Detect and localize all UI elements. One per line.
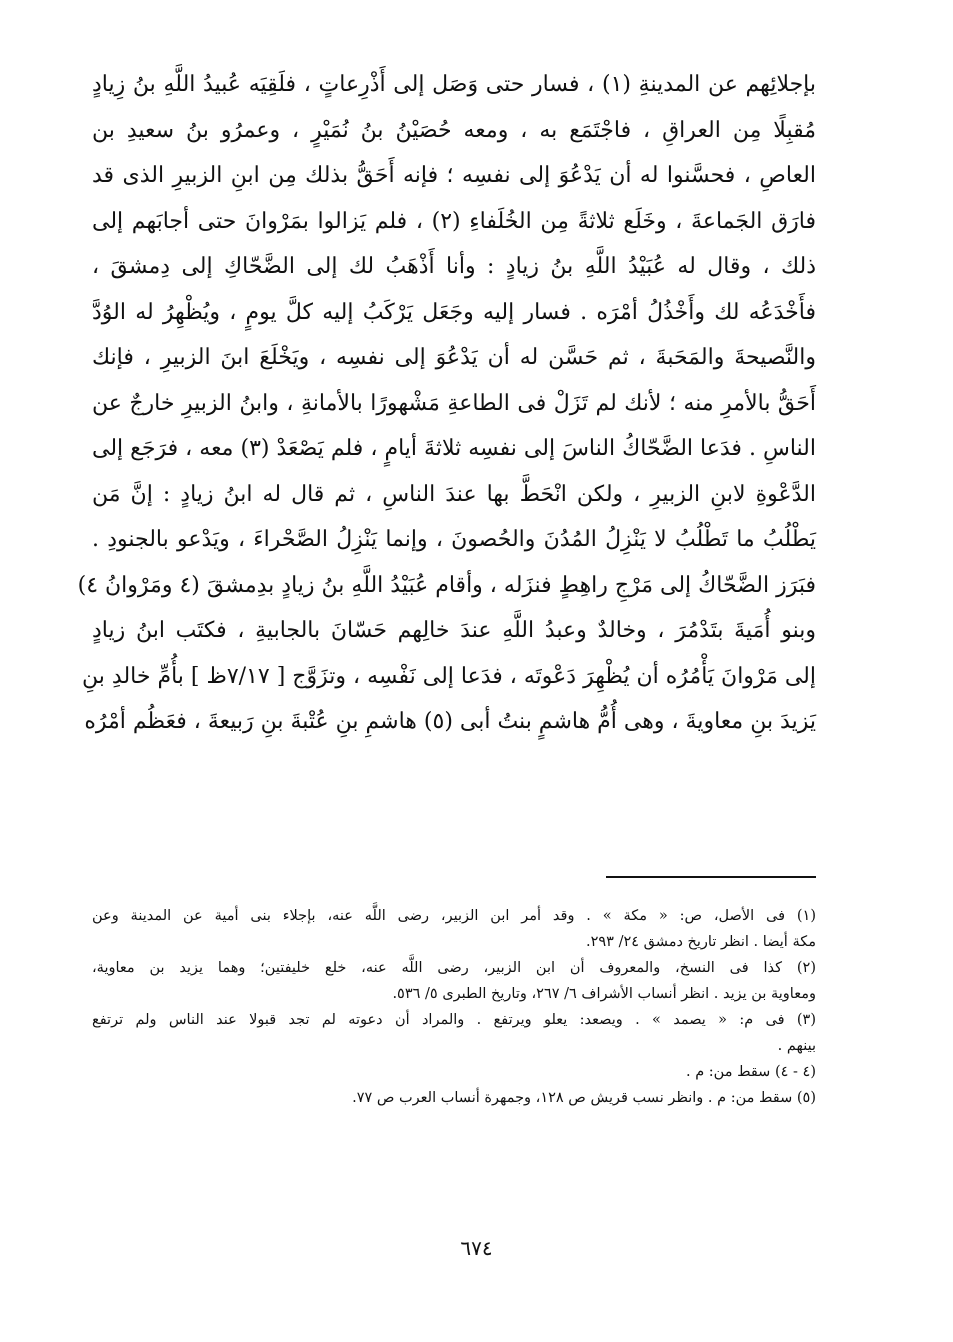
text-line-11: يَطْلُبُ ما تَطْلُبُ لا يَنْزِلُ المُدُنَ والحُصونَ ، وإنما يَنْزِلُ الصَّحْراءَ ، ويَدْعو بالجنودِ . <box>92 527 816 552</box>
footnote-1-line-1: (١) فى الأصل، ص: « مكة » . وقد أمر ابن الزبير، رضى اللَّه عنه، بإجلاء بنى أمية عن المدينة وعن <box>92 908 816 924</box>
footnote-2-line-1: (٢) كذا فى النسخ، والمعروف أن ابن الزبير، رضى اللَّه عنه، خلع خليفتين؛ وهما يزيد بن معاوية، <box>92 960 816 976</box>
text-line-14: إلى مَرْوانَ يَأْمُرُه أن يُظْهِرَ دَعْوتَه ، فدَعا إلى نَفْسِه ، وتزَوَّج [ ٧/١٧ظ ] بأُمِّ خالدِ بنِ <box>82 663 816 689</box>
text-line-13: وبنو أُمَيةَ بتَدْمُرَ ، وخالدٌ وعبدُ اللَّهِ عندَ خالِهم حَسّانَ بالجابيةِ ، فكتَب ابنُ زيادٍ <box>92 618 816 643</box>
footnote-4: (٤ - ٤) سقط من: م . <box>685 1064 816 1080</box>
text-line-2: مُقبِلًا مِن العراقِ ، فاجْتَمَع به ، ومعه حُصَيْنُ بنُ نُمَيْرٍ ، وعمرُو بنُ سعيدِ بن <box>92 117 816 143</box>
footnotes <box>92 903 816 1111</box>
footnote-1-line-2: مكة أيضا . انظر تاريخ دمشق ٢٤/ ٢٩٣. <box>586 934 816 950</box>
footnote-3-line-1: (٣) فى م: « يصمد » . ويصعد: يعلو ويرتفع . والمراد أن دعوته لم تجد قبولا عند الناس ولم ترتفع <box>92 1012 816 1028</box>
text-line-10: الدَّعْوةِ لابنِ الزبيرِ ، ولكن انْحَطَّ بها عندَ الناسِ ، ثم قال له ابنُ زيادٍ : إنَّ مَن <box>92 481 816 507</box>
footnote-separator <box>606 876 816 878</box>
text-line-5: ذلك ، وقال له عُبَيْدُ اللَّهِ بنُ زيادٍ : وأنا أَذْهَبُ لك إلى الضَّحّاكِ إلى دِمشقَ ، <box>92 254 816 279</box>
text-line-3: العاصِ ، فحسَّنوا له أن يَدْعُوَ إلى نفسِه ؛ فإنه أَحَقُّ بذلك مِن ابنِ الزبيرِ الذى قد <box>92 163 816 188</box>
text-line-12: فبَرَز الضَّحّاكُ إلى مَرْجِ راهِطٍ فنزَله ، وأقام عُبَيْدُ اللَّهِ بنُ زيادٍ بدِمشقَ (٤ ومَرْوانُ ٤) <box>77 572 816 598</box>
text-line-15: يَزيدَ بنِ معاويةَ ، وهى أُمُّ هاشمٍ بنتُ أبى (٥) هاشمِ بنِ عُتْبةَ بنِ رَبيعةَ ، فعَظُم أمْرُه <box>84 709 816 734</box>
text-line-4: فارَق الجَماعةَ ، وخَلَع ثلاثةً مِن الخُلَفاءِ (٢) ، فلم يَزالوا بمَرْوانَ حتى أجابَهم إلى <box>92 208 816 234</box>
text-line-7: والنَّصيحةَ والمَحَبةَ ، ثم حَسَّن له أن يَدْعُوَ إلى نفسِه ، ويَخْلَعَ ابنَ الزبيرِ ، فإنك <box>92 345 816 370</box>
footnote-5: (٥) سقط من: م . وانظر نسب قريش ص ١٢٨، وجمهرة أنساب العرب ص ٧٧. <box>352 1090 816 1106</box>
text-line-9: الناسِ . فدَعا الضَّحّاكُ الناسَ إلى نفسِه ثلاثةَ أيامٍ ، فلم يَصْعَدْ (٣) معه ، فرَجَع إلى <box>92 436 816 461</box>
text-line-8: أَحَقُّ بالأمرِ منه ؛ لأنك لم تَزَلْ فى الطاعةِ مَشْهورًا بالأمانةِ ، وابنُ الزبيرِ خارجٌ عن <box>92 390 816 416</box>
text-line-6: فأَخْدَعُه لك وأَخْذُلُ أمْرَه . فسار إليه وجَعَل يَرْكَبُ إليه كلَّ يومٍ ، ويُظْهِرُ له الوُدَّ <box>92 299 816 325</box>
footnote-3-line-2: بينهم . <box>777 1038 816 1054</box>
page-number: ٦٧٤ <box>460 1236 493 1260</box>
text-line-1: بإجلائِهم عن المدينةِ (١) ، فسار حتى وَصَل إلى أَذْرِعاتٍ ، فلَقِيَه عُبيدُ اللَّهِ بنُ زِيادٍ <box>92 72 816 97</box>
footnote-2-line-2: ومعاوية بن يزيد . انظر أنساب الأشراف ٦/ ٢٦٧، وتاريخ الطبرى ٥/ ٥٣٦. <box>392 986 816 1002</box>
main-text <box>77 62 816 745</box>
